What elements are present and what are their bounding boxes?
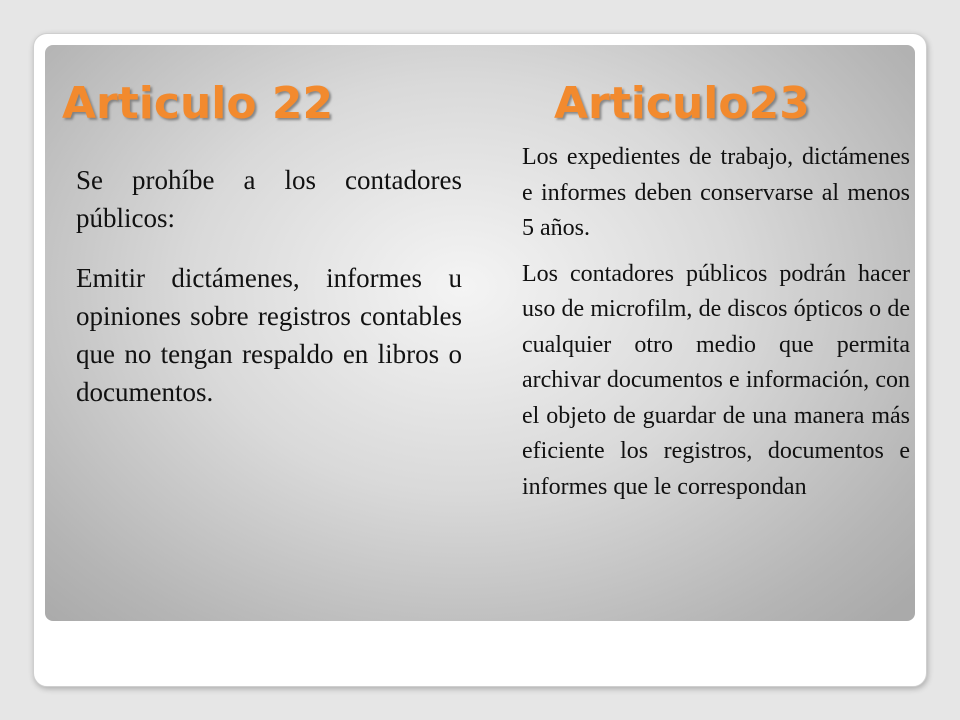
- right-column: [522, 140, 910, 505]
- right-paragraph-media: Los contadores públicos podrán hacer uso de microfilm, de discos ópticos o de cualquier otro medio que permita archivar documentos e información, con el objeto de guardar de una manera más eficiente los registros, documentos e informes que le correspondan: [522, 260, 910, 500]
- heading-articulo-22: Articulo 22: [62, 78, 334, 129]
- left-paragraph-intro: Se prohíbe a los contadores públicos:: [76, 165, 462, 233]
- left-column: [76, 161, 462, 411]
- left-paragraph-prohibition: Emitir dictámenes, informes u opiniones sobre registros contables que no tengan respaldo en libros o documentos.: [76, 263, 462, 407]
- heading-articulo-23: Articulo23: [554, 78, 810, 129]
- right-paragraph-retention: Los expedientes de trabajo, dictámenes e informes deben conservarse al menos 5 años.: [522, 144, 910, 241]
